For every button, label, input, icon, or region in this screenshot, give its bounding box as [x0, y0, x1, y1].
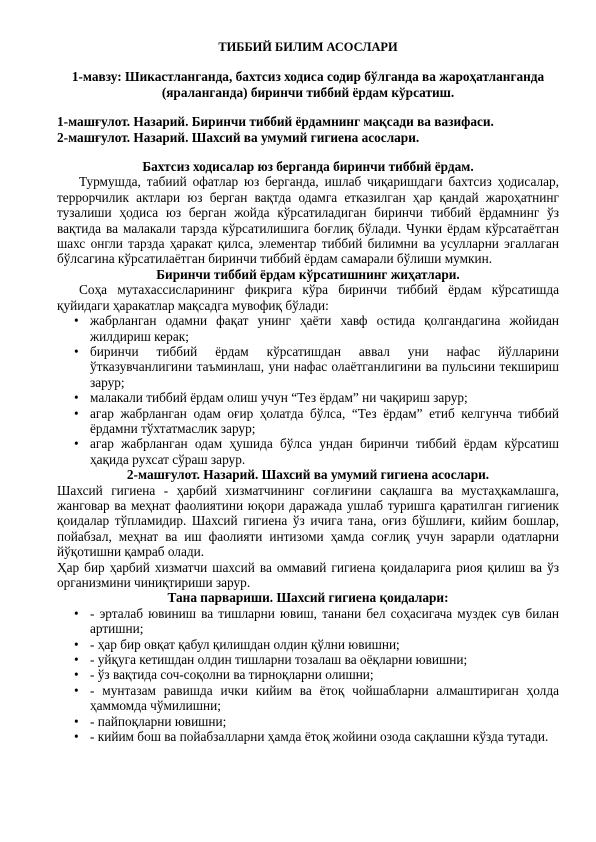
list-item: • малакали тиббий ёрдам олиш учун “Тез ёрдам” ни чақириш зарур;	[74, 390, 468, 406]
section2-heading: Биринчи тиббий ёрдам кўрсатишнинг жиҳатлари.	[156, 266, 460, 282]
list-item: • биринчи тиббий ёрдам кўрсатишдан аввал уни нафас йўлларини ўтказувчанлигини таъминлаш, уни нафас олаётганлигини ва пульсини текшириш зарур;	[74, 343, 559, 390]
list-item: • - мунтазам равишда ички кийим ва ётоқ чойшабларни алмаштириган ҳолда ҳаммомда чўмилишни;	[74, 682, 559, 714]
bullet-icon: •	[74, 343, 79, 359]
bullet-icon: •	[74, 636, 79, 652]
document-title: ТИББИЙ БИЛИМ АСОСЛАРИ	[218, 40, 398, 54]
list-item: • - ўз вақтида соч-соқолни ва тирноқларни олишни;	[74, 667, 374, 683]
bullet-icon: •	[74, 682, 79, 698]
document-page	[57, 40, 559, 744]
lesson-2: 2-машғулот. Назарий. Шахсий ва умумий гигиена асослари.	[57, 129, 420, 145]
list-item: • - эрталаб ювиниш ва тишларни ювиш, танани бел соҳасигача муздек сув билан артишни;	[74, 605, 559, 637]
list-item: • - пайпоқларни ювишни;	[74, 713, 227, 729]
section3-heading: 2-машғулот. Назарий. Шахсий ва умумий гигиена асослари.	[126, 467, 490, 483]
section4-heading: Тана парвариши. Шахсий гигиена қоидалари:	[167, 590, 449, 606]
section2-intro: Соҳа мутахассисларининг фикрига кўра биринчи тиббий ёрдам кўрсатишда қуйидаги ҳаракатлар мақсадга мувофиқ бўлади:	[57, 282, 559, 313]
bullet-icon: •	[74, 667, 79, 683]
lesson-list	[57, 114, 559, 145]
list-item: • агар жабрланган одам ҳушида бўлса ундан биринчи тиббий ёрдам кўрсатиш ҳақида рухсат сўраш зарур.	[74, 436, 559, 467]
section1-paragraph: Турмушда, табиий офатлар юз берганда, ишлаб чиқаришдаги бахтсиз ҳодисалар, террорчилик актлари юз берган вақтда одамга етказилган ҳар қандай жароҳатнинг тузалиши ҳодиса юз берган жойда кўрсатиладиган биринчи тиббий ёрдамнинг ўз вақтида ва малакали тарзда кўрсатилишига боғлиқ бўлади. Чунки ёрдам кўрсатаётган шахс онгли тарзда ҳаракат қилса, элементар тиббий билимни ва усулларни эгаллаган бўлсагина кўрсатилаётган биринчи тиббий ёрдам самарали бўлиши мумкин.	[57, 174, 559, 267]
list-item: • агар жабрланган одам оғир ҳолатда бўлса, “Тез ёрдам” етиб келгунча тиббий ёрдамни тўхтатмаслик зарур;	[74, 405, 559, 436]
topic-heading: 1-мавзу: Шикастланганда, бахтсиз ходиса содир бўлганда ва жароҳатланганда (яралангандa) биринчи тиббий ёрдам кўрсатиш.	[71, 69, 545, 100]
bullet-icon: •	[74, 436, 79, 452]
list-item: • - ҳар бир овқат қабул қилишдан олдин қўлни ювишни;	[74, 636, 400, 652]
bullet-icon: •	[74, 713, 79, 729]
list-item: • жабрланган одамни фақат унинг ҳаёти хавф остида қолгандагина жойидан жилдириш керак;	[74, 313, 559, 344]
bullet-icon: •	[74, 652, 79, 668]
bullet-icon: •	[74, 605, 79, 621]
bullet-icon: •	[74, 390, 79, 406]
first-aid-bullet-list	[57, 313, 559, 467]
section3-paragraph-1: Шахсий гигиена - ҳарбий хизматчининг соғлиғини сақлашга ва мустаҳкамлашга, жанговар ва меҳнат фаолиятини юқори даражада ушлаб туришга қаратилган гигиеник қоидалар тўпламидир. Шахсий гигиена ўз ичига тана, оғиз бўшлиғи, кийим бошлар, пойабзал, меҳнат ва иш фаолияти интизоми ҳамда соғлиқ учун зарарли одатларни йўқотишни қамраб олади.	[57, 482, 559, 560]
bullet-icon: •	[74, 729, 79, 745]
lesson-1: 1-машғулот. Назарий. Биринчи тиббий ёрдамнинг мақсади ва вазифаси.	[57, 114, 494, 130]
bullet-icon: •	[74, 313, 79, 329]
section3-paragraph-2: Ҳар бир ҳарбий хизматчи шахсий ва оммавий гигиена қоидаларига риоя қилиш ва ўз организмини чиниқтириши зарур.	[57, 559, 559, 590]
bullet-icon: •	[74, 405, 79, 421]
section1-heading: Бахтсиз ходисалар юз берганда биринчи тиббий ёрдам.	[142, 159, 474, 175]
list-item: • - уйқуга кетишдан олдин тишларни тозалаш ва оёқларни ювишни;	[74, 652, 468, 668]
hygiene-rules-list	[57, 606, 559, 745]
list-item: • - кийим бош ва пойабзалларни ҳамда ётоқ жойини озода сақлашни кўзда тутади.	[74, 729, 549, 745]
